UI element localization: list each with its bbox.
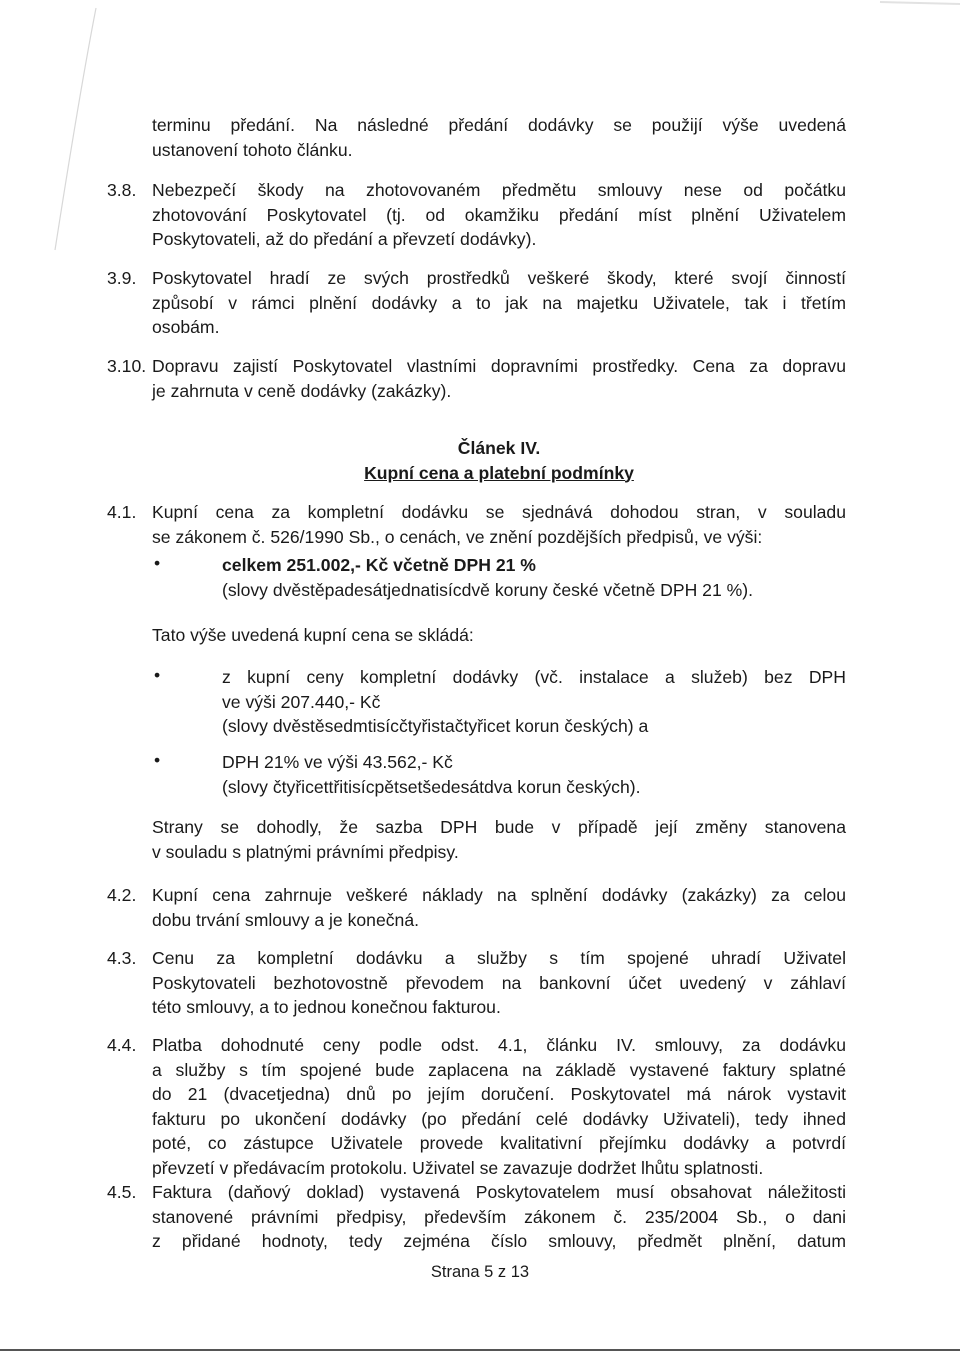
text-line: Tato výše uvedená kupní cena se skládá:	[152, 625, 474, 645]
text-line: DPH 21% ve výši 43.562,- Kč	[222, 752, 453, 772]
clause-number: 4.1.	[107, 502, 137, 522]
text-line: Poskytovatel hradí ze svých prostředků veškeré škody, které svojí činností	[152, 268, 846, 288]
bullet-dot: •	[154, 665, 161, 685]
bullet-dot: •	[154, 750, 161, 770]
text-line: Kupní cena za kompletní dodávku se sjednává dohodou stran, v souladu	[152, 502, 846, 522]
clause-number: 4.3.	[107, 948, 137, 968]
total-words: (slovy dvěstěpadesátjednatisícdvě koruny české včetně DPH 21 %).	[222, 579, 754, 600]
text-line: a služby s tím spojené bude zaplacena na základě vystavené faktury splatné	[152, 1059, 846, 1080]
clause-number: 3.10.	[107, 356, 147, 376]
text-line: z kupní ceny kompletní dodávky (vč. instalace a služeb) bez DPH	[222, 667, 846, 687]
clause-number: 4.5.	[107, 1182, 137, 1202]
text-line: Platba dohodnuté ceny podle odst. 4.1, článku IV. smlouvy, za dodávku	[152, 1035, 846, 1055]
text-line: (slovy čtyřicettřitisícpětsetšedesátdva korun českých).	[222, 776, 641, 797]
text-line: Nebezpečí škody na zhotovovaném předmětu smlouvy nese od počátku	[152, 180, 846, 200]
article-title: Článek IV.	[457, 438, 541, 458]
text-line: osobám.	[152, 317, 220, 337]
text-line: Cenu za kompletní dodávku a služby s tím spojené uhradí Uživatel	[152, 948, 846, 968]
text-line: zhotovování Poskytovatel (tj. od okamžiku předání míst plnění Uživatelem	[152, 204, 846, 225]
article-subtitle: Kupní cena a platební podmínky	[364, 462, 634, 483]
clause-number: 3.9.	[107, 268, 137, 288]
text-line: dobu trvání smlouvy a je konečná.	[152, 909, 419, 930]
total-bold: celkem 251.002,- Kč včetně DPH 21 %	[222, 555, 536, 575]
page-number: Strana 5 z 13	[430, 1263, 530, 1281]
clause-number: 4.4.	[107, 1035, 137, 1055]
text-line: Dopravu zajistí Poskytovatel vlastními dopravními prostředky. Cena za dopravu	[152, 356, 846, 376]
text-line: způsobí v rámci plnění dodávky a to jak na majetku Uživatele, tak i třetím	[152, 292, 846, 313]
clause-number: 3.8.	[107, 180, 137, 200]
bullet-dot: •	[154, 553, 161, 573]
text-line: se zákonem č. 526/1990 Sb., o cenách, ve znění pozdějších předpisů, ve výši:	[152, 526, 763, 547]
article-heading	[152, 436, 846, 485]
text-line: Faktura (daňový doklad) vystavená Poskytovatelem musí obsahovat náležitosti	[152, 1182, 846, 1202]
text-line: je zahrnuta v ceně dodávky (zakázky).	[152, 380, 452, 401]
text-line: v souladu s platnými právními předpisy.	[152, 841, 459, 862]
price-intro	[152, 623, 474, 648]
clause-number: 4.2.	[107, 885, 137, 905]
text-line: z přidané hodnoty, tedy zejména číslo smlouvy, předmět plnění, datum	[152, 1231, 846, 1251]
text-line: ustanovení tohoto článku.	[152, 139, 353, 160]
scan-bottom-edge	[0, 1349, 960, 1351]
text-line: do 21 (dvacetjedna) dnů po jejím doručení. Poskytovatel má nárok vystavit	[152, 1084, 846, 1104]
text-line: terminu předání. Na následné předání dodávky se použijí výše uvedená	[152, 115, 846, 135]
text-line: Strany se dohodly, že sazba DPH bude v případě její změny stanovena	[152, 817, 846, 837]
text-line: stanovené právními předpisy, především zákonem č. 235/2004 Sb., o dani	[152, 1206, 846, 1227]
text-line: Poskytovateli, až do předání a převzetí dodávky).	[152, 229, 537, 249]
text-line: této smlouvy, a to jednou konečnou fakturou.	[152, 997, 501, 1017]
price-item-2	[222, 750, 641, 799]
text-line: převzetí v předávacím protokolu. Uživatel se zavazuje dodržet lhůtu splatnosti.	[152, 1157, 764, 1178]
price-item-1	[222, 665, 846, 739]
text-line: poté, co zástupce Uživatele provede kvalitativní přejímku dodávky a potvrdí	[152, 1133, 846, 1153]
paragraph-continuation	[152, 113, 846, 162]
text-line: Kupní cena zahrnuje veškeré náklady na splnění dodávky (zakázky) za celou	[152, 885, 846, 905]
text-line: fakturu po ukončení dodávky (po předání celé dodávky Uživateli), tedy ihned	[152, 1108, 846, 1129]
text-line: Poskytovateli bezhotovostně převodem na bankovní účet uvedený v záhlaví	[152, 972, 846, 993]
text-line: ve výši 207.440,- Kč	[222, 691, 381, 712]
text-line: (slovy dvěstěsedmtisícčtyřistačtyřicet korun českých) a	[222, 716, 649, 736]
price-total	[222, 553, 753, 602]
vat-note	[152, 815, 846, 864]
